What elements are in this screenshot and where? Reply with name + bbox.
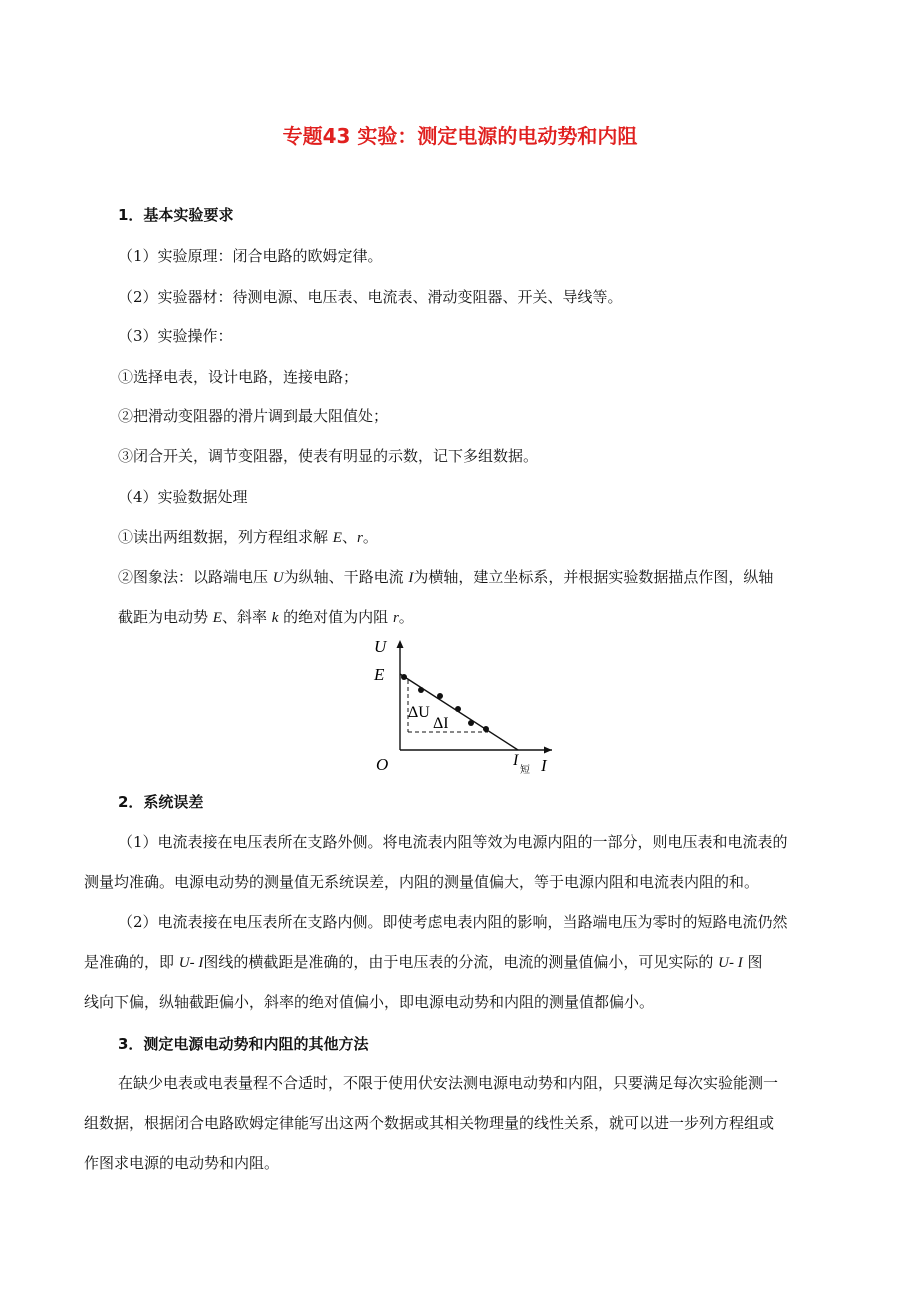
ui-graph-term: U- I <box>178 955 204 971</box>
i-axis-label: I <box>541 756 547 775</box>
error-para2-line3: 线向下偏，纵轴截距偏小，斜率的绝对值偏小，即电源电动势和内阻的测量值都偏小。 <box>84 993 655 1011</box>
method1-sep: 、 <box>341 528 357 546</box>
method2-var-k: k <box>271 610 279 626</box>
u-axis-arrow <box>397 640 404 648</box>
method2-part-g: 。 <box>398 608 414 626</box>
error-para2-part-b: 图线的横截距是准确的，由于电压表的分流，电流的测量值偏小，可见实际的 <box>203 953 719 971</box>
method1-var-r: r <box>356 530 363 546</box>
equipment-text: （2）实验器材：待测电源、电压表、电流表、滑动变阻器、开关、导线等。 <box>118 288 623 306</box>
method2-part-f: 的绝对值为内阻 <box>278 608 393 626</box>
principle-text: （1）实验原理：闭合电路的欧姆定律。 <box>118 247 383 265</box>
method2-var-E: E <box>212 610 222 626</box>
step2-text: ②把滑动变阻器的滑片调到最大阻值处； <box>118 407 389 425</box>
method1-prefix: ①读出两组数据，列方程组求解 <box>118 528 333 546</box>
method1-text <box>118 527 378 548</box>
data-point <box>483 726 489 732</box>
method2-part-d: 截距为电动势 <box>118 608 213 626</box>
operation-heading: （3）实验操作： <box>118 327 233 345</box>
ui-graph-term-2: U- I <box>718 955 743 971</box>
other-methods-line1: 在缺少电表或电表量程不合适时，不限于使用伏安法测电源电动势和内阻，只要满足每次实验能测一 <box>118 1074 779 1092</box>
section3-heading: 3．测定电源电动势和内阻的其他方法 <box>118 1035 369 1053</box>
data-point <box>401 674 407 680</box>
data-point <box>437 693 443 699</box>
method2-line2 <box>118 607 414 628</box>
section2-heading: 2．系统误差 <box>118 793 204 811</box>
error-para2-line2 <box>84 952 763 973</box>
method2-line1 <box>118 567 773 588</box>
data-point <box>418 687 424 693</box>
method2-part-e: 、斜率 <box>221 608 272 626</box>
section1-heading: 1．基本实验要求 <box>118 206 234 224</box>
u-i-graph <box>370 632 560 780</box>
short-circuit-subscript: 短 <box>520 765 530 776</box>
error-para1-line1: （1）电流表接在电压表所在支路外侧。将电流表内阻等效为电源内阻的一部分，则电压表和电流表的 <box>118 833 788 851</box>
emf-label: E <box>374 665 385 684</box>
data-point <box>455 706 461 712</box>
error-para2-part-c: 图 <box>742 953 763 971</box>
u-axis-label: U <box>374 637 387 656</box>
page-title: 专题43 实验：测定电源的电动势和内阻 <box>282 124 638 148</box>
other-methods-line3: 作图求电源的电动势和内阻。 <box>84 1154 280 1172</box>
method2-part-a: ②图象法：以路端电压 <box>118 568 273 586</box>
delta-u-label: ΔU <box>408 704 430 721</box>
error-para2-line1: （2）电流表接在电压表所在支路内侧。即使考虑电表内阻的影响，当路端电压为零时的短路电流仍然 <box>118 913 788 931</box>
method1-var-E: E <box>332 530 342 546</box>
method1-end: 。 <box>362 528 378 546</box>
i-axis-arrow <box>544 747 552 754</box>
delta-i-label: ΔI <box>433 715 449 732</box>
other-methods-line2: 组数据，根据闭合电路欧姆定律能写出这两个数据或其相关物理量的线性关系，就可以进一步列方程组或 <box>84 1114 775 1132</box>
origin-label: O <box>376 755 389 774</box>
method2-part-c: 为横轴，建立坐标系，并根据实验数据描点作图，纵轴 <box>413 568 774 586</box>
method2-var-I: I <box>408 570 414 586</box>
data-point <box>468 720 474 726</box>
data-processing-heading: （4）实验数据处理 <box>118 488 248 506</box>
error-para2-part-a: 是准确的，即 <box>84 953 179 971</box>
method2-var-U: U <box>272 570 284 586</box>
step3-text: ③闭合开关，调节变阻器，使表有明显的示数，记下多组数据。 <box>118 447 539 465</box>
step1-text: ①选择电表，设计电路，连接电路； <box>118 368 359 386</box>
short-circuit-current-label: I <box>513 752 519 769</box>
method2-var-r: r <box>392 610 399 626</box>
method2-part-b: 为纵轴、干路电流 <box>283 568 409 586</box>
error-para1-line2: 测量均准确。电源电动势的测量值无系统误差，内阻的测量值偏大，等于电源内阻和电流表内阻的和。 <box>84 873 760 891</box>
